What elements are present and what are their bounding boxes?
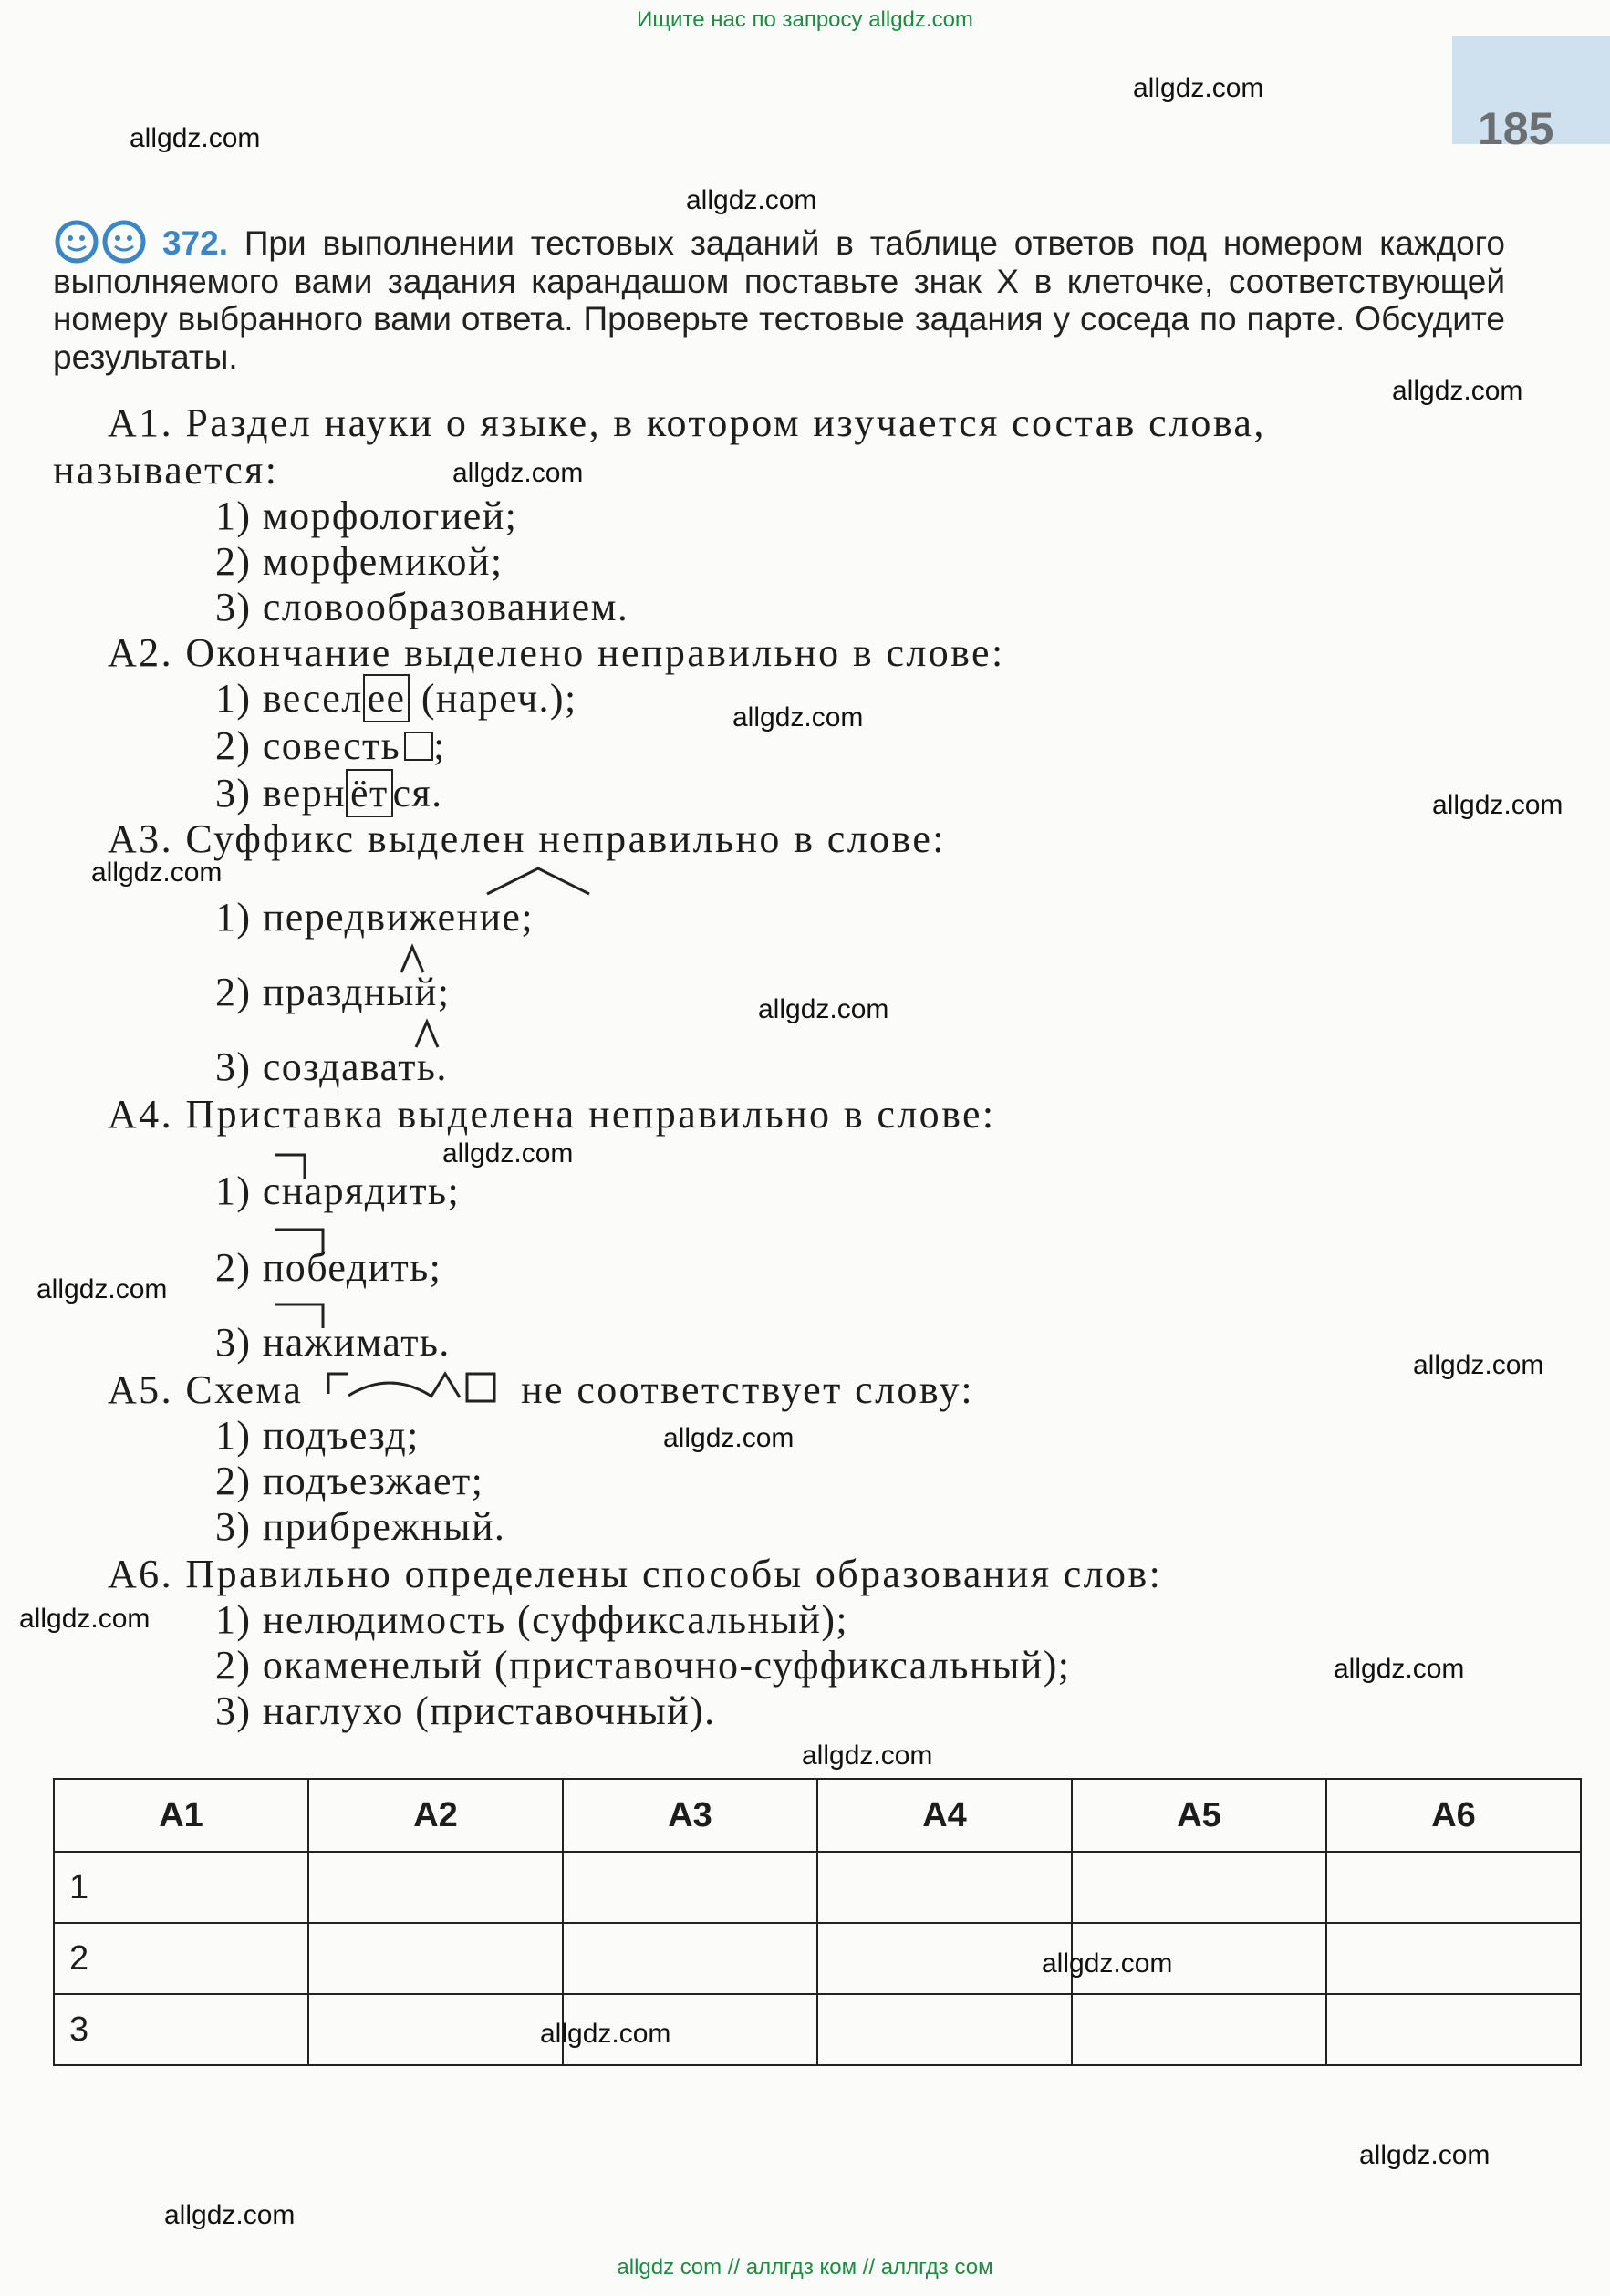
question-label: А4. bbox=[108, 1092, 173, 1137]
question-text: Раздел науки о языке, в котором изучается состав слова, bbox=[185, 400, 1266, 445]
a6-option-1: 1) нелюдимость (суффиксальный); bbox=[215, 1597, 849, 1642]
question-a4 bbox=[108, 1091, 996, 1138]
answer-cell[interactable] bbox=[1326, 1923, 1581, 1994]
question-text: Схема bbox=[185, 1367, 304, 1412]
a4-option-1: 1) снарядить; bbox=[215, 1169, 461, 1213]
watermark: allgdz.com bbox=[663, 1423, 795, 1453]
option-text: ; bbox=[433, 723, 446, 768]
question-a1 bbox=[108, 400, 1266, 446]
a2-option-3 bbox=[215, 770, 443, 816]
a5-option-3: 3) прибрежный. bbox=[215, 1504, 506, 1549]
answer-cell[interactable] bbox=[308, 1923, 563, 1994]
answer-cell[interactable] bbox=[1072, 1994, 1326, 2065]
a1-option-3: 3) словообразованием. bbox=[215, 585, 629, 629]
answer-cell[interactable] bbox=[817, 1923, 1072, 1994]
question-label: А6. bbox=[108, 1552, 173, 1596]
watermark: allgdz.com bbox=[686, 185, 817, 215]
header-cell: А3 bbox=[563, 1779, 817, 1852]
watermark: allgdz.com bbox=[1413, 1350, 1544, 1380]
a2-option-1 bbox=[215, 675, 577, 722]
a3-option-3: 3) создавать. bbox=[215, 1044, 448, 1089]
question-a2 bbox=[108, 629, 1005, 676]
watermark: allgdz.com bbox=[1133, 73, 1264, 103]
watermark: allgdz.com bbox=[36, 1274, 168, 1304]
table-row bbox=[54, 1852, 1581, 1923]
a1-option-1: 1) морфологией; bbox=[215, 493, 518, 538]
row-number-cell: 2 bbox=[54, 1923, 308, 1994]
a6-option-3: 3) наглухо (приставочный). bbox=[215, 1688, 716, 1733]
a5-option-2: 2) подъезжает; bbox=[215, 1459, 484, 1503]
answer-cell[interactable] bbox=[563, 1923, 817, 1994]
answer-cell[interactable] bbox=[1326, 1994, 1581, 2065]
watermark: allgdz.com bbox=[1359, 2140, 1491, 2170]
task-instructions bbox=[53, 224, 1505, 376]
zero-ending-box bbox=[404, 732, 433, 761]
question-label: А3. bbox=[108, 816, 173, 861]
question-text: Приставка выделена неправильно в слове: bbox=[185, 1092, 996, 1137]
a3-option-2: 2) праздный; bbox=[215, 970, 451, 1014]
a5-option-1: 1) подъезд; bbox=[215, 1413, 420, 1458]
a3-option-1: 1) передвижение; bbox=[215, 895, 534, 940]
question-label: А5. bbox=[108, 1367, 173, 1412]
question-text: Правильно определены способы образования слов: bbox=[185, 1552, 1163, 1596]
answer-table bbox=[53, 1778, 1582, 2066]
option-text: 3) верн bbox=[215, 771, 347, 816]
answer-cell[interactable] bbox=[1072, 1852, 1326, 1923]
watermark: allgdz.com bbox=[1392, 376, 1523, 406]
footer-links: allgdz com // аллгдз ком // аллгдз сом bbox=[617, 2255, 993, 2280]
a1-option-2: 2) морфемикой; bbox=[215, 539, 504, 584]
answer-cell[interactable] bbox=[308, 1994, 563, 2065]
watermark: allgdz.com bbox=[732, 702, 864, 732]
header-cell: А5 bbox=[1072, 1779, 1326, 1852]
answer-cell[interactable] bbox=[563, 1852, 817, 1923]
top-search-hint: Ищите нас по запросу allgdz.com bbox=[637, 7, 973, 32]
question-text: не соответствует слову: bbox=[521, 1367, 974, 1412]
ending-box: ее bbox=[363, 674, 410, 722]
a6-option-2: 2) окаменелый (приставочно-суффиксальный); bbox=[215, 1643, 1071, 1688]
question-a6 bbox=[108, 1551, 1162, 1597]
question-text: Окончание выделено неправильно в слове: bbox=[185, 630, 1005, 675]
question-label: А1. bbox=[108, 400, 173, 445]
watermark: allgdz.com bbox=[452, 458, 584, 488]
answer-cell[interactable] bbox=[1326, 1852, 1581, 1923]
watermark: allgdz.com bbox=[130, 123, 261, 153]
task-text: При выполнении тестовых заданий в таблице ответов под номером каждого выполняемого вами задания карандашом поставьте знак X в клеточке, соответствующей номеру выбранного вами ответа. Проверьте тестовые задания у соседа по парте. Обсудите результаты. bbox=[53, 224, 1505, 376]
watermark: allgdz.com bbox=[540, 2019, 671, 2049]
header-cell: А2 bbox=[308, 1779, 563, 1852]
table-row bbox=[54, 1994, 1581, 2065]
watermark: allgdz.com bbox=[758, 994, 889, 1024]
ending-box: ёт bbox=[346, 769, 393, 817]
watermark: allgdz.com bbox=[1334, 1654, 1465, 1684]
a4-option-2: 2) победить; bbox=[215, 1245, 442, 1290]
row-number-cell: 3 bbox=[54, 1994, 308, 2065]
morpheme-scheme-icon bbox=[321, 1368, 504, 1407]
watermark: allgdz.com bbox=[1042, 1948, 1173, 1979]
header-cell: А6 bbox=[1326, 1779, 1581, 1852]
option-text: (нареч.); bbox=[410, 676, 577, 721]
page-number: 185 bbox=[1478, 103, 1554, 154]
header-cell: А4 bbox=[817, 1779, 1072, 1852]
watermark: allgdz.com bbox=[164, 2200, 296, 2230]
question-label: А2. bbox=[108, 630, 173, 675]
answer-cell[interactable] bbox=[308, 1852, 563, 1923]
answer-cell[interactable] bbox=[817, 1994, 1072, 2065]
question-a1-continued: называется: bbox=[53, 448, 279, 493]
row-number-cell: 1 bbox=[54, 1852, 308, 1923]
question-text: Суффикс выделен неправильно в слове: bbox=[185, 816, 946, 861]
suffix-mark-icon bbox=[483, 865, 593, 898]
watermark: allgdz.com bbox=[442, 1138, 574, 1169]
option-text: ся. bbox=[392, 771, 443, 816]
watermark: allgdz.com bbox=[91, 857, 223, 888]
watermark: allgdz.com bbox=[19, 1604, 151, 1634]
answer-table-header bbox=[54, 1779, 1581, 1852]
option-text: 1) весел bbox=[215, 676, 363, 721]
watermark: allgdz.com bbox=[1432, 790, 1563, 820]
option-text: 2) совесть bbox=[215, 723, 401, 768]
watermark: allgdz.com bbox=[802, 1740, 933, 1771]
header-cell: А1 bbox=[54, 1779, 308, 1852]
answer-cell[interactable] bbox=[817, 1852, 1072, 1923]
table-row bbox=[54, 1923, 1581, 1994]
a2-option-2 bbox=[215, 722, 446, 769]
question-a5 bbox=[108, 1366, 974, 1413]
task-number: 372. bbox=[162, 224, 229, 262]
question-a3 bbox=[108, 816, 946, 862]
a4-option-3: 3) нажимать. bbox=[215, 1320, 451, 1365]
